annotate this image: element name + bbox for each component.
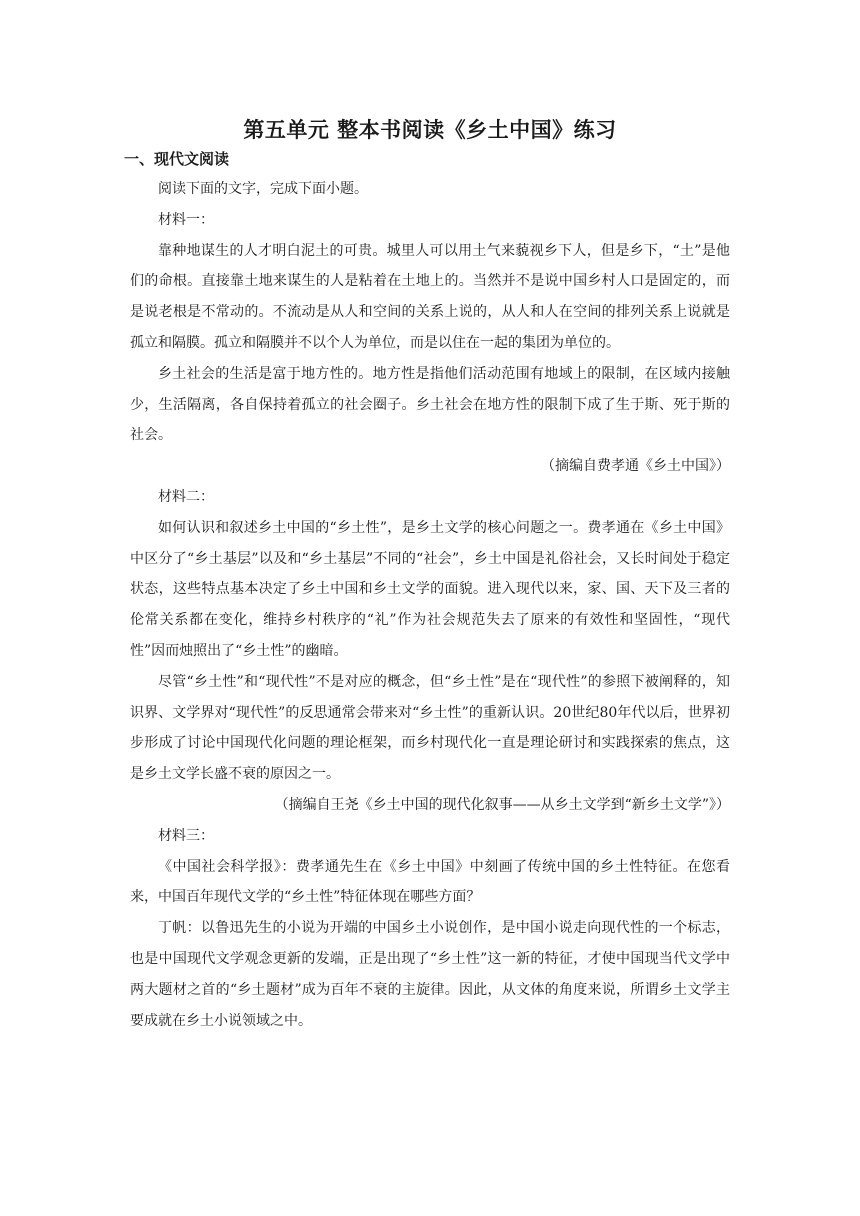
material-1-label: 材料一： (158, 211, 214, 228)
material-2-paragraph-1: 如何认识和叙述乡土中国的“乡土性”，是乡土文学的核心问题之一。费孝通在《乡土中国》中区分了“乡土基层”以及和“乡土基层”不同的“社会”，乡土中国是礼俗社会，又长时间处于稳定状态，这些特点基本决定了乡土中国和乡土文学的面貌。进入现代以来，家、国、天下及三者的伦常关系都在变化，维持乡村秩序的“礼”作为社会规范失去了原来的有效性和坚固性，“现代性”因而烛照出了“乡土性”的幽暗。 (130, 519, 730, 659)
material-1-paragraph-2: 乡土社会的生活是富于地方性的。地方性是指他们活动范围有地域上的限制，在区域内接触少，生活隔离，各自保持着孤立的社会圈子。乡土社会在地方性的限制下成了生于斯、死于斯的社会。 (130, 365, 730, 444)
material-2-paragraph-2: 尽管“乡土性”和“现代性”不是对应的概念，但“乡土性”是在“现代性”的参照下被阐释的，知识界、文学界对“现代性”的反思通常会带来对“乡土性”的重新认识。20世纪80年代以后，世界初步形成了讨论中国现代化问题的理论框架，而乡村现代化一直是理论研讨和实践探索的焦点，这是乡土文学长盛不衰的原因之一。 (130, 673, 730, 783)
material-1-paragraph-1: 靠种地谋生的人才明白泥土的可贵。城里人可以用土气来藐视乡下人，但是乡下，“土”是他们的命根。直接靠土地来谋生的人是粘着在土地上的。当然并不是说中国乡村人口是固定的，而是说老根是不常动的。不流动是从人和空间的关系上说的，从人和人在空间的排列关系上说就是孤立和隔膜。孤立和隔膜并不以个人为单位，而是以住在一起的集团为单位的。 (130, 242, 730, 351)
instruction: 阅读下面的文字，完成下面小题。 (158, 181, 368, 197)
document-body (130, 174, 730, 1036)
material-3-paragraph-2: 丁帆：以鲁迅先生的小说为开端的中国乡土小说创作，是中国小说走向现代性的一个标志，也是中国现代文学观念更新的发端，正是出现了“乡土性”这一新的特征，才使中国现当代文学中两大题材之首的“乡土题材”成为百年不衰的主旋律。因此，从文体的角度来说，所谓乡土文学主要成就在乡土小说领域之中。 (130, 920, 730, 1029)
material-3-paragraph-1: 《中国社会科学报》：费孝通先生在《乡土中国》中刻画了传统中国的乡土性特征。在您看来，中国百年现代文学的“乡土性”特征体现在哪些方面？ (130, 858, 730, 906)
material-2-source: （摘编自王尧《乡土中国的现代化叙事——从乡土文学到“新乡土文学”》） (274, 796, 730, 813)
section-heading: 一、现代文阅读 (124, 150, 230, 168)
material-2-label: 材料二： (158, 488, 214, 505)
material-3-label: 材料三： (158, 827, 214, 844)
page-title: 第五单元 整本书阅读《乡土中国》练习 (243, 118, 617, 142)
material-1-source: （摘编自费孝通《乡土中国》） (541, 458, 730, 475)
